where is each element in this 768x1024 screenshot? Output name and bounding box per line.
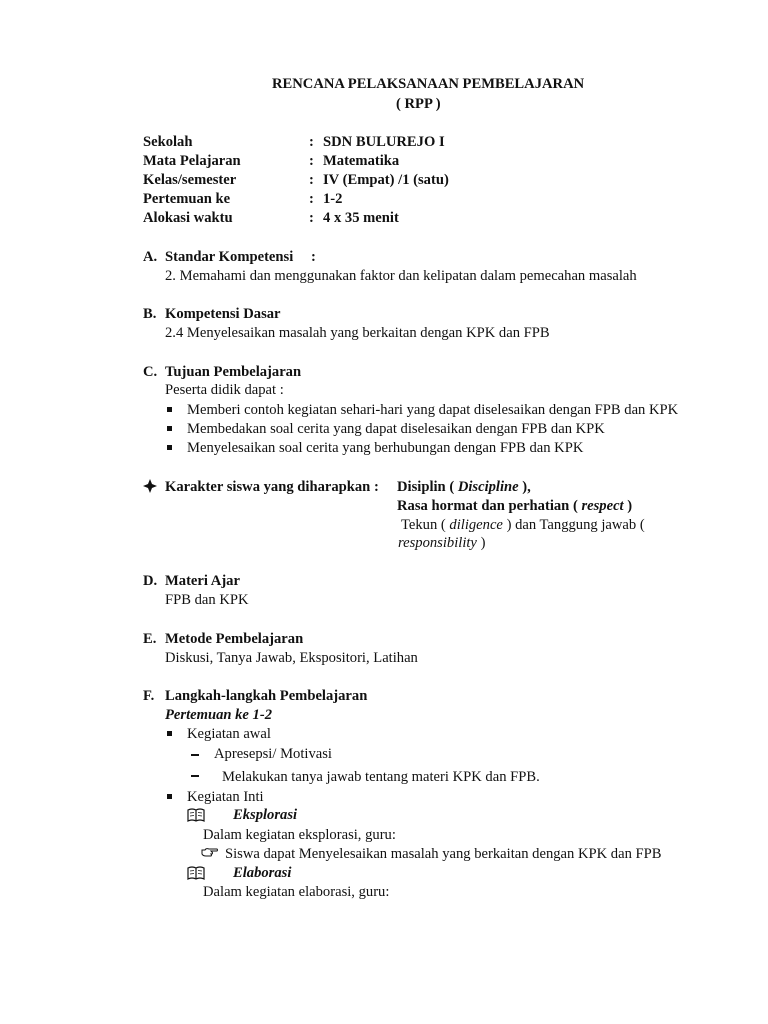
identity-label: Sekolah <box>143 134 193 150</box>
activity-intro: Dalam kegiatan eksplorasi, guru: <box>203 827 396 843</box>
pointing-hand-icon <box>201 847 219 857</box>
identity-value: SDN BULUREJO I <box>323 134 445 150</box>
karakter-line <box>397 497 632 516</box>
activity-heading: Eksplorasi <box>233 807 298 823</box>
section-subheading: Pertemuan ke 1-2 <box>165 707 273 723</box>
identity-value: IV (Empat) /1 (satu) <box>323 172 449 188</box>
list-item: Kegiatan awal <box>187 726 271 742</box>
bullet-square-icon <box>167 445 172 450</box>
page-title: RENCANA PELAKSANAAN PEMBELAJARAN <box>272 76 585 92</box>
identity-value: 1-2 <box>323 191 343 207</box>
bullet-square-icon <box>167 731 172 736</box>
identity-value: Matematika <box>323 153 400 169</box>
section-heading: Tujuan Pembelajaran <box>165 364 302 380</box>
karakter-text: ) <box>476 535 486 551</box>
karakter-text: ), <box>518 479 531 495</box>
karakter-term: Discipline <box>457 479 519 495</box>
identity-label: Pertemuan ke <box>143 191 231 207</box>
list-item: Apresepsi/ Motivasi <box>214 746 332 762</box>
section-heading: Standar Kompetensi <box>165 249 294 265</box>
dash-bullet-icon <box>191 754 199 756</box>
list-item: Memberi contoh kegiatan sehari-hari yang dapat diselesaikan dengan FPB dan KPK <box>187 402 679 418</box>
section-text: FPB dan KPK <box>165 592 249 608</box>
identity-value: 4 x 35 menit <box>323 210 399 226</box>
karakter-text: Disiplin ( <box>397 479 458 495</box>
section-heading: Metode Pembelajaran <box>165 631 304 647</box>
bullet-square-icon <box>167 426 172 431</box>
karakter-line <box>398 534 485 553</box>
open-book-icon <box>187 866 205 880</box>
section-text: 2.4 Menyelesaikan masalah yang berkaitan dengan KPK dan FPB <box>165 325 550 341</box>
list-item: Melakukan tanya jawab tentang materi KPK dan FPB. <box>222 769 540 785</box>
section-text: 2. Memahami dan menggunakan faktor dan kelipatan dalam pemecahan masalah <box>165 268 637 284</box>
identity-label: Kelas/semester <box>143 172 237 188</box>
list-item: Membedakan soal cerita yang dapat diselesaikan dengan FPB dan KPK <box>187 421 605 437</box>
section-text: Diskusi, Tanya Jawab, Ekspositori, Latihan <box>165 650 418 666</box>
bullet-square-icon <box>167 407 172 412</box>
karakter-line <box>397 478 531 497</box>
section-heading: Materi Ajar <box>165 573 240 589</box>
dash-bullet-icon <box>191 775 199 777</box>
list-item: Kegiatan Inti <box>187 789 264 805</box>
karakter-text: Tekun ( <box>401 517 450 533</box>
activity-intro: Dalam kegiatan elaborasi, guru: <box>203 884 390 900</box>
list-item: Siswa dapat Menyelesaikan masalah yang berkaitan dengan KPK dan FPB <box>225 846 662 862</box>
identity-separator: : <box>309 172 314 188</box>
identity-separator: : <box>309 210 314 226</box>
bullet-square-icon <box>167 794 172 799</box>
karakter-text: Rasa hormat dan perhatian ( <box>397 498 582 514</box>
identity-separator: : <box>309 134 314 150</box>
karakter-label: Karakter siswa yang diharapkan : <box>165 479 379 495</box>
section-colon: : <box>311 249 316 265</box>
page-subtitle: ( RPP ) <box>396 96 441 112</box>
open-book-icon <box>187 808 205 822</box>
section-letter: F. <box>143 688 155 704</box>
karakter-text: ) dan Tanggung jawab ( <box>502 517 645 533</box>
diamond-bullet-icon <box>143 479 157 493</box>
list-item: Menyelesaikan soal cerita yang berhubungan dengan FPB dan KPK <box>187 440 584 456</box>
karakter-term: diligence <box>449 517 503 533</box>
karakter-line <box>401 516 645 535</box>
section-letter: D. <box>143 573 158 589</box>
section-text: Peserta didik dapat : <box>165 382 284 398</box>
karakter-term: respect <box>581 498 624 514</box>
section-letter: C. <box>143 364 158 380</box>
identity-label: Mata Pelajaran <box>143 153 241 169</box>
section-heading: Kompetensi Dasar <box>165 306 281 322</box>
activity-heading: Elaborasi <box>233 865 292 881</box>
karakter-term: responsibility <box>398 535 477 551</box>
section-letter: E. <box>143 631 157 647</box>
section-heading: Langkah-langkah Pembelajaran <box>165 688 368 704</box>
section-letter: A. <box>143 249 158 265</box>
identity-label: Alokasi waktu <box>143 210 233 226</box>
section-letter: B. <box>143 306 157 322</box>
identity-separator: : <box>309 153 314 169</box>
karakter-text: ) <box>623 498 633 514</box>
identity-separator: : <box>309 191 314 207</box>
